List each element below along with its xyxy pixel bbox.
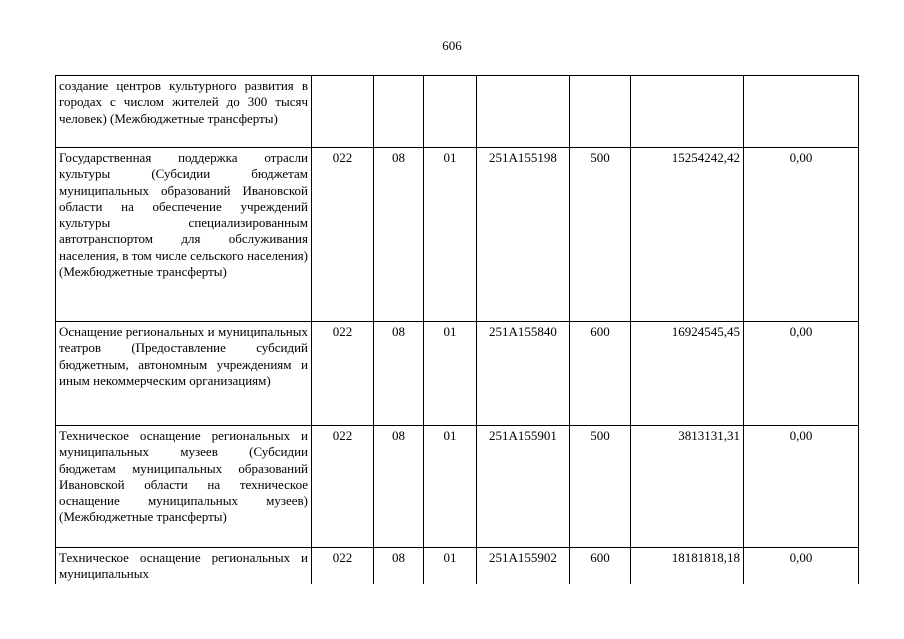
subsection-code: 01 [424,148,477,322]
expense-type-code [570,76,631,148]
ministry-code: 022 [312,148,374,322]
subsection-code: 01 [424,322,477,426]
amount-year1: 15254242,42 [631,148,744,322]
target-article-code: 251A155902 [477,548,570,584]
subsection-code: 01 [424,548,477,584]
amount-year2: 0,00 [744,426,859,548]
ministry-code: 022 [312,322,374,426]
amount-year1 [631,76,744,148]
expense-type-code: 500 [570,426,631,548]
amount-year2: 0,00 [744,548,859,584]
section-code: 08 [374,548,424,584]
target-article-code: 251A155840 [477,322,570,426]
expense-type-code: 500 [570,148,631,322]
table-row [56,76,859,148]
target-article-code: 251A155901 [477,426,570,548]
expense-type-code: 600 [570,548,631,584]
target-article-code [477,76,570,148]
target-article-code: 251A155198 [477,148,570,322]
section-code [374,76,424,148]
amount-year1: 18181818,18 [631,548,744,584]
expense-type-code: 600 [570,322,631,426]
row-description: создание центров культурного развития в городах с числом жителей до 300 тысяч человек) (Межбюджетные трансферты) [56,76,312,148]
ministry-code [312,76,374,148]
table-row [56,148,859,322]
table-row [56,322,859,426]
page-number: 606 [442,38,462,53]
amount-year2 [744,76,859,148]
subsection-code [424,76,477,148]
table-row [56,548,859,584]
ministry-code: 022 [312,426,374,548]
budget-table [55,75,859,584]
section-code: 08 [374,322,424,426]
row-description: Оснащение региональных и муниципальных театров (Предоставление субсидий бюджетным, автономным учреждениям и иным некоммерческим организациям) [56,322,312,426]
ministry-code: 022 [312,548,374,584]
amount-year2: 0,00 [744,148,859,322]
row-description: Техническое оснащение региональных и муниципальных [56,548,312,584]
section-code: 08 [374,426,424,548]
table-row [56,426,859,548]
amount-year1: 16924545,45 [631,322,744,426]
section-code: 08 [374,148,424,322]
amount-year1: 3813131,31 [631,426,744,548]
row-description: Техническое оснащение региональных и муниципальных музеев (Субсидии бюджетам муниципальных образований Ивановской области на техническое оснащение муниципальных музеев) (Межбюджетные трансферты) [56,426,312,548]
row-description: Государственная поддержка отрасли культуры (Субсидии бюджетам муниципальных образований Ивановской области на обеспечение учреждений культуры специализированным автотранспортом для обслуживания населения, в том числе сельского населения) (Межбюджетные трансферты) [56,148,312,322]
amount-year2: 0,00 [744,322,859,426]
subsection-code: 01 [424,426,477,548]
